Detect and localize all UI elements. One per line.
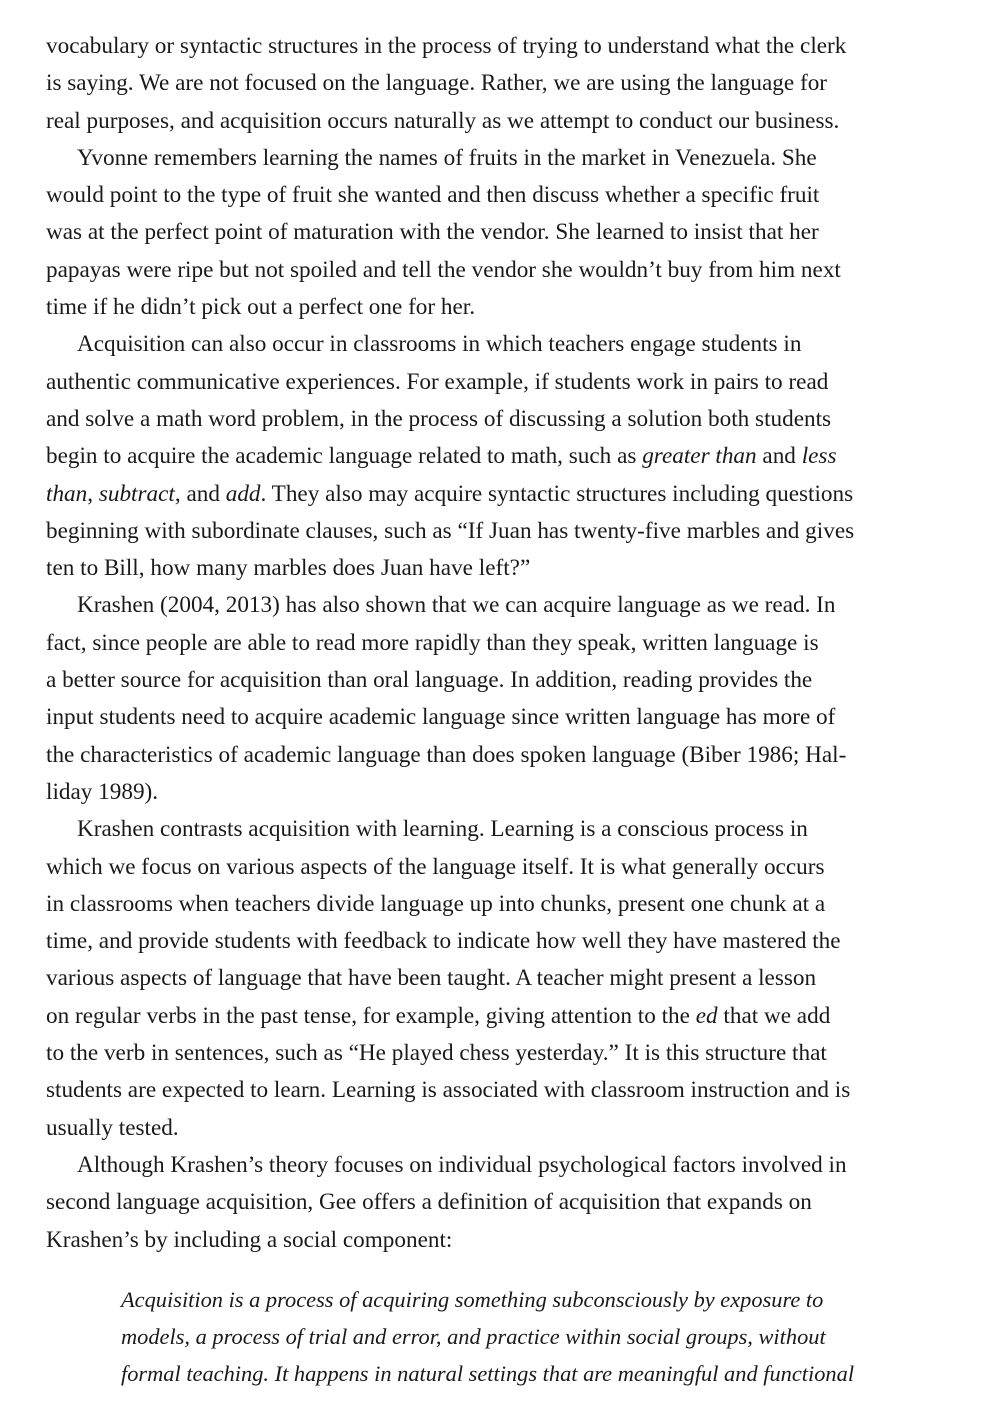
text-run: , and (174, 480, 226, 507)
text-line: input students need to acquire academic language since written language has more of (46, 704, 836, 731)
text-run: , (87, 480, 99, 507)
quote-line: models, a process of trial and error, and practice within social groups, without (121, 1324, 826, 1350)
text-run: begin to acquire the academic language related to math, such as (46, 443, 643, 470)
text-line (46, 998, 946, 1035)
italic-term: greater than (642, 443, 757, 470)
text-line: ten to Bill, how many marbles does Juan have left?” (46, 555, 531, 582)
text-line: the characteristics of academic language than does spoken language (Biber 1986; Hal- (46, 741, 847, 768)
text-line: Acquisition can also occur in classrooms in which teachers engage students in (77, 331, 802, 358)
italic-term: add (225, 480, 261, 507)
quote-line: formal teaching. It happens in natural settings that are meaningful and functional (121, 1361, 855, 1387)
italic-term: than (46, 480, 88, 507)
paragraph-reading (46, 587, 946, 811)
text-line: Yvonne remembers learning the names of fruits in the market in Venezuela. She (77, 144, 817, 171)
text-line (46, 476, 946, 513)
block-quote (46, 1281, 946, 1393)
text-line: time, and provide students with feedback to indicate how well they have mastered the (46, 928, 841, 955)
text-line: Although Krashen’s theory focuses on individual psychological factors involved in (77, 1151, 847, 1178)
text-line: in classrooms when teachers divide language up into chunks, present one chunk at a (46, 890, 826, 917)
italic-term: less (801, 443, 837, 470)
paragraph-gee (46, 1147, 946, 1259)
paragraph-yvonne (46, 140, 946, 326)
document-page (46, 28, 946, 1393)
text-line: authentic communicative experiences. For example, if students work in pairs to read (46, 368, 829, 395)
text-line: would point to the type of fruit she wanted and then discuss whether a specific fruit (46, 182, 820, 209)
text-line: papayas were ripe but not spoiled and tell the vendor she wouldn’t buy from him next (46, 256, 841, 283)
quote-line: Acquisition is a process of acquiring something subconsciously by exposure to (121, 1286, 824, 1312)
text-run: and (756, 443, 802, 470)
paragraph-clerk (46, 28, 946, 140)
text-line: to the verb in sentences, such as “He played chess yesterday.” It is this structure that (46, 1040, 827, 1067)
text-line: Krashen (2004, 2013) has also shown that we can acquire language as we read. In (77, 592, 836, 619)
text-line: beginning with subordinate clauses, such as “If Juan has twenty-five marbles and gives (46, 517, 855, 544)
text-line: Krashen contrasts acquisition with learning. Learning is a conscious process in (77, 816, 808, 843)
text-line: is saying. We are not focused on the language. Rather, we are using the language for (46, 70, 828, 97)
text-line: fact, since people are able to read more rapidly than they speak, written language is (46, 629, 819, 656)
paragraph-classrooms (46, 326, 946, 587)
text-line: a better source for acquisition than oral language. In addition, reading provides the (46, 667, 813, 694)
text-line: second language acquisition, Gee offers a definition of acquisition that expands on (46, 1189, 812, 1216)
text-line: Krashen’s by including a social component: (46, 1226, 453, 1253)
text-line: was at the perfect point of maturation with the vendor. She learned to insist that her (46, 219, 819, 246)
text-line: and solve a math word problem, in the process of discussing a solution both students (46, 405, 832, 432)
text-line: vocabulary or syntactic structures in the process of trying to understand what the clerk (46, 33, 847, 59)
text-run: that we add (717, 1002, 831, 1029)
text-line: liday 1989). (46, 778, 159, 805)
text-line: real purposes, and acquisition occurs naturally as we attempt to conduct our business. (46, 107, 840, 134)
text-run: on regular verbs in the past tense, for example, giving attention to the (46, 1002, 696, 1029)
italic-term: ed (695, 1002, 718, 1029)
text-line: students are expected to learn. Learning is associated with classroom instruction and is (46, 1077, 851, 1104)
paragraph-learning (46, 811, 946, 1147)
italic-term: subtract (98, 480, 175, 507)
text-line: time if he didn’t pick out a perfect one for her. (46, 294, 476, 321)
text-line: various aspects of language that have been taught. A teacher might present a lesson (46, 965, 817, 992)
text-line (46, 438, 946, 475)
text-line: which we focus on various aspects of the language itself. It is what generally occurs (46, 853, 825, 880)
text-line: usually tested. (46, 1114, 179, 1141)
text-run: . They also may acquire syntactic structures including questions (260, 480, 854, 507)
